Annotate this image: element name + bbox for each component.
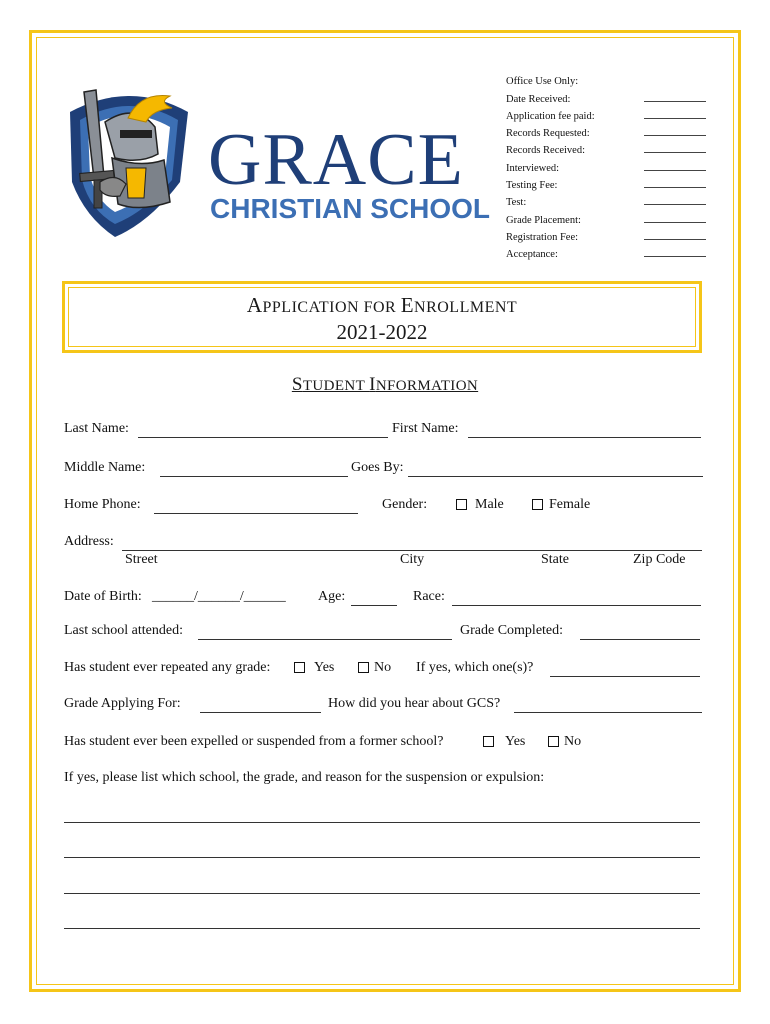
last-name-label: Last Name:: [64, 421, 129, 436]
grade-completed-label: Grade Completed:: [460, 623, 564, 638]
zip-caption: Zip Code: [633, 552, 686, 567]
explanation-line[interactable]: [64, 822, 700, 823]
office-item: Application fee paid:: [506, 110, 595, 122]
last-school-field[interactable]: [198, 639, 452, 640]
age-field[interactable]: [351, 605, 397, 606]
office-item: Interviewed:: [506, 162, 560, 174]
explanation-line[interactable]: [64, 893, 700, 894]
female-checkbox[interactable]: [532, 499, 543, 510]
office-item: Records Received:: [506, 145, 586, 157]
hear-about-field[interactable]: [514, 712, 702, 713]
office-item: Testing Fee:: [506, 180, 558, 192]
office-item: Records Requested:: [506, 128, 590, 140]
expelled-no-checkbox[interactable]: [548, 736, 559, 747]
logo-word-school: CHRISTIAN SCHOOL: [210, 193, 490, 224]
office-blank[interactable]: [644, 247, 706, 257]
office-item: Date Received:: [506, 93, 571, 105]
last-name-field[interactable]: [138, 437, 388, 438]
office-blank[interactable]: [644, 92, 706, 102]
hear-about-label: How did you hear about GCS?: [328, 696, 501, 711]
last-school-label: Last school attended:: [64, 623, 183, 638]
repeated-yes-label: Yes: [314, 660, 335, 675]
section-title: STUDENT INFORMATION: [291, 374, 479, 395]
repeated-yes-checkbox[interactable]: [294, 662, 305, 673]
repeated-label: Has student ever repeated any grade:: [64, 660, 271, 675]
expelled-label: Has student ever been expelled or suspended from a former school?: [64, 734, 444, 749]
office-heading-row: [506, 70, 706, 87]
banner-year: 2021-2022: [336, 320, 428, 344]
grade-completed-field[interactable]: [580, 639, 700, 640]
office-blank[interactable]: [644, 126, 706, 136]
repeated-no-checkbox[interactable]: [358, 662, 369, 673]
office-blank[interactable]: [644, 161, 706, 171]
expelled-yes-label: Yes: [505, 734, 526, 749]
male-label: Male: [475, 497, 504, 512]
office-item: Grade Placement:: [506, 214, 581, 226]
which-grade-label: If yes, which one(s)?: [416, 660, 534, 675]
explanation-line[interactable]: [64, 857, 700, 858]
office-blank[interactable]: [644, 178, 706, 188]
grade-applying-field[interactable]: [200, 712, 321, 713]
age-label: Age:: [318, 589, 346, 604]
explanation-line[interactable]: [64, 928, 700, 929]
middle-name-field[interactable]: [160, 476, 348, 477]
office-heading: Office Use Only:: [506, 76, 579, 88]
school-logo: [60, 72, 490, 242]
goes-by-field[interactable]: [408, 476, 703, 477]
race-label: Race:: [413, 589, 445, 604]
office-blank[interactable]: [644, 143, 706, 153]
gender-label: Gender:: [382, 497, 428, 512]
city-caption: City: [400, 552, 425, 567]
office-blank[interactable]: [644, 230, 706, 240]
please-list-label: If yes, please list which school, the grade, and reason for the suspension or expulsion:: [64, 770, 545, 785]
office-item: Acceptance:: [506, 249, 558, 261]
dob-field[interactable]: ______/______/______: [152, 589, 286, 604]
male-checkbox[interactable]: [456, 499, 467, 510]
which-grade-field[interactable]: [550, 676, 700, 677]
office-item: Registration Fee:: [506, 231, 579, 243]
expelled-no-label: No: [564, 734, 582, 749]
home-phone-label: Home Phone:: [64, 497, 141, 512]
expelled-yes-checkbox[interactable]: [483, 736, 494, 747]
office-blank[interactable]: [644, 109, 706, 119]
office-item: Test:: [506, 197, 527, 209]
dob-label: Date of Birth:: [64, 589, 142, 604]
office-blank[interactable]: [644, 195, 706, 205]
address-field[interactable]: [122, 550, 702, 551]
race-field[interactable]: [452, 605, 701, 606]
address-label: Address:: [64, 534, 114, 549]
banner-title: APPLICATION FOR ENROLLMENT: [246, 293, 518, 317]
home-phone-field[interactable]: [154, 513, 358, 514]
grade-applying-label: Grade Applying For:: [64, 696, 181, 711]
office-blank[interactable]: [644, 213, 706, 223]
first-name-label: First Name:: [392, 421, 459, 436]
logo-word-grace: GRACE: [208, 119, 464, 201]
first-name-field[interactable]: [468, 437, 701, 438]
goes-by-label: Goes By:: [351, 460, 404, 475]
female-label: Female: [549, 497, 591, 512]
repeated-no-label: No: [374, 660, 392, 675]
state-caption: State: [541, 552, 569, 567]
middle-name-label: Middle Name:: [64, 460, 146, 475]
office-use-box: [506, 70, 706, 260]
street-caption: Street: [125, 552, 158, 567]
